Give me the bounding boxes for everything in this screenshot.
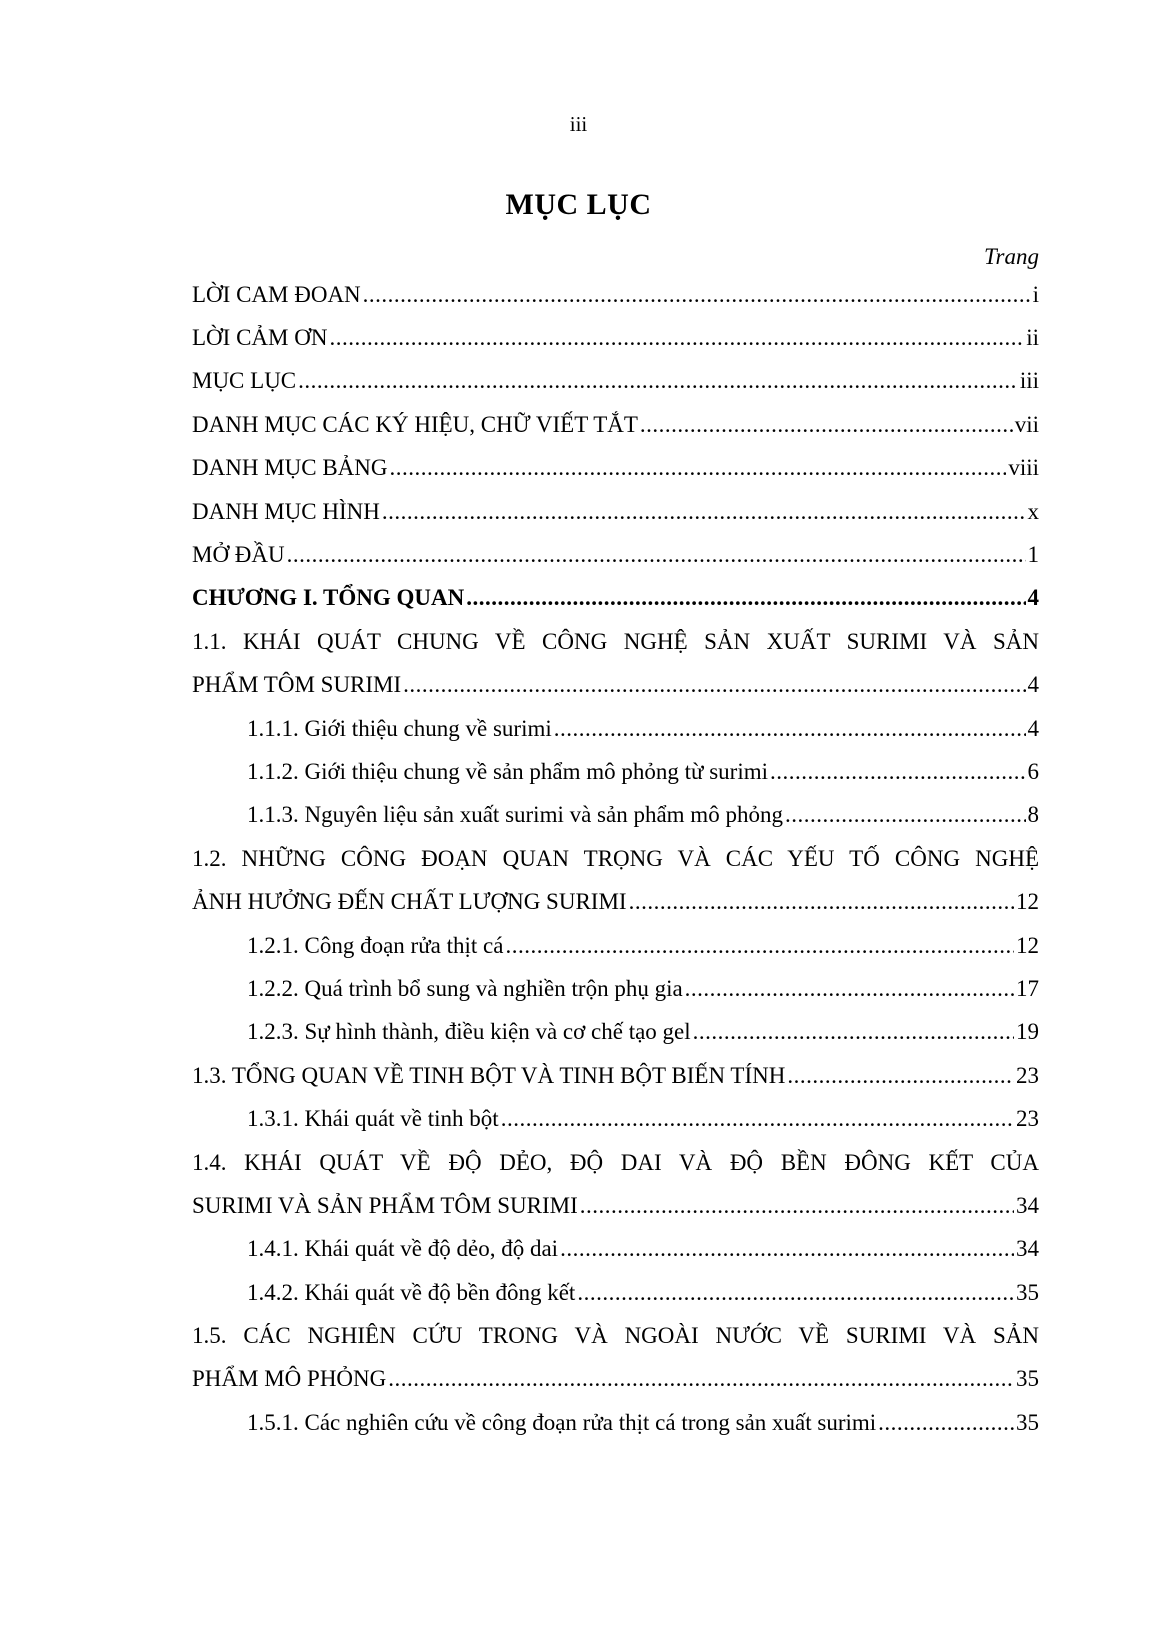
toc-entry-page: 4 [1027, 672, 1039, 698]
toc-entry-label: 1.3.1. Khái quát về tinh bột [247, 1106, 499, 1132]
toc-subentry[interactable] [192, 750, 1039, 793]
dot-leader [785, 802, 1026, 828]
dot-leader [403, 672, 1025, 698]
toc-entry-page: 1 [1027, 542, 1039, 568]
toc-entry-label: PHẨM TÔM SURIMI [192, 672, 402, 698]
toc-entry[interactable] [192, 533, 1039, 576]
toc-entry-page: 17 [1016, 975, 1039, 1001]
toc-entry[interactable] [192, 1184, 1039, 1227]
toc-entry-page: 35 [1016, 1279, 1039, 1305]
dot-leader [693, 1019, 1014, 1045]
dot-leader [501, 1106, 1014, 1132]
toc-entry-label: CHƯƠNG I. TỔNG QUAN [192, 585, 465, 611]
toc-entry[interactable] [192, 664, 1039, 707]
toc-entry-page: 34 [1016, 1236, 1039, 1262]
toc-subentry[interactable] [192, 1011, 1039, 1054]
toc-subentry[interactable] [192, 707, 1039, 750]
toc-entry-label: 1.1.3. Nguyên liệu sản xuất surimi và sản phẩm mô phỏng [247, 802, 783, 828]
dot-leader [577, 1280, 1014, 1306]
toc-entry-page: 4 [1027, 585, 1039, 611]
toc-entry-label: LỜI CAM ĐOAN [192, 281, 361, 307]
dot-leader [287, 542, 1026, 568]
toc-entry-page: 34 [1016, 1192, 1039, 1218]
toc-entry-page: 8 [1027, 802, 1039, 828]
toc-entry-page: 12 [1016, 889, 1039, 915]
dot-leader [560, 1236, 1014, 1262]
toc-entry[interactable] [192, 273, 1039, 316]
toc-entry-line1[interactable]: 1.4. KHÁI QUÁT VỀ ĐỘ DẺO, ĐỘ DAI VÀ ĐỘ BỀN ĐÔNG KẾT CỦA [192, 1149, 1039, 1175]
dot-leader [382, 499, 1026, 525]
toc-entry-label: ẢNH HƯỞNG ĐẾN CHẤT LƯỢNG SURIMI [192, 889, 627, 915]
toc-subentry[interactable] [192, 1228, 1039, 1271]
toc-entry-label: DANH MỤC CÁC KÝ HIỆU, CHỮ VIẾT TẮT [192, 411, 638, 437]
toc-entry[interactable] [192, 447, 1039, 490]
dot-leader [640, 412, 1013, 438]
dot-leader [505, 933, 1014, 959]
toc-entry-page: iii [1019, 368, 1039, 394]
toc-entry-page: 6 [1027, 758, 1039, 784]
toc-entry-label: 1.5.1. Các nghiên cứu về công đoạn rửa thịt cá trong sản xuất surimi [247, 1409, 877, 1435]
toc-entry-label: MỤC LỤC [192, 368, 297, 394]
toc-subentry[interactable] [192, 1401, 1039, 1444]
toc-subentry[interactable] [192, 1271, 1039, 1314]
toc-entry[interactable] [192, 1358, 1039, 1401]
toc-subentry[interactable] [192, 1097, 1039, 1140]
toc-entry[interactable] [192, 316, 1039, 359]
dot-leader [685, 976, 1014, 1002]
toc-entry-label: 1.2.2. Quá trình bổ sung và nghiền trộn phụ gia [247, 975, 683, 1001]
table-of-contents [192, 273, 1039, 1445]
toc-entry-line1[interactable]: 1.2. NHỮNG CÔNG ĐOẠN QUAN TRỌNG VÀ CÁC YẾU TỐ CÔNG NGHỆ [192, 846, 1039, 872]
toc-entry-page: 23 [1016, 1062, 1039, 1088]
toc-entry[interactable] [192, 490, 1039, 533]
dot-leader [770, 759, 1026, 785]
toc-subentry[interactable] [192, 967, 1039, 1010]
toc-entry-page: ii [1026, 325, 1039, 351]
toc-entry-label: 1.2.3. Sự hình thành, điều kiện và cơ chế tạo gel [247, 1019, 691, 1045]
toc-entry-page: 4 [1027, 715, 1039, 741]
toc-subentry[interactable] [192, 794, 1039, 837]
toc-entry-page: x [1027, 498, 1039, 524]
toc-entry-label: 1.1.2. Giới thiệu chung về sản phẩm mô phỏng từ surimi [247, 758, 768, 784]
dot-leader [298, 368, 1018, 394]
toc-entry[interactable] [192, 360, 1039, 403]
dot-leader [629, 889, 1014, 915]
toc-entry[interactable] [192, 1054, 1039, 1097]
toc-entry-label: 1.2.1. Công đoạn rửa thịt cá [247, 932, 504, 958]
toc-entry-page: 12 [1016, 932, 1039, 958]
toc-entry-page: 35 [1016, 1366, 1039, 1392]
dot-leader [363, 282, 1031, 308]
toc-entry-label: 1.4.1. Khái quát về độ dẻo, độ dai [247, 1236, 559, 1262]
toc-entry-page: viii [1008, 455, 1039, 481]
dot-leader [390, 455, 1007, 481]
dot-leader [554, 716, 1026, 742]
toc-chapter-entry[interactable] [192, 577, 1039, 620]
page-title: MỤC LỤC [505, 188, 652, 221]
toc-entry-label: DANH MỤC HÌNH [192, 498, 380, 524]
page-number: iii [569, 112, 588, 136]
dot-leader [388, 1366, 1014, 1392]
dot-leader [878, 1410, 1014, 1436]
toc-entry-page: 35 [1016, 1409, 1039, 1435]
toc-entry-label: 1.1.1. Giới thiệu chung về surimi [247, 715, 552, 741]
toc-entry-line1[interactable]: 1.1. KHÁI QUÁT CHUNG VỀ CÔNG NGHỆ SẢN XUẤT SURIMI VÀ SẢN [192, 629, 1039, 655]
toc-entry-label: SURIMI VÀ SẢN PHẨM TÔM SURIMI [192, 1192, 578, 1218]
toc-entry-page: vii [1014, 411, 1039, 437]
toc-subentry[interactable] [192, 924, 1039, 967]
dot-leader [580, 1193, 1014, 1219]
toc-entry-label: LỜI CẢM ƠN [192, 325, 328, 351]
toc-entry-page: i [1032, 281, 1039, 307]
toc-entry-label: DANH MỤC BẢNG [192, 455, 388, 481]
page-column-label: Trang [984, 244, 1039, 269]
toc-entry-page: 19 [1016, 1019, 1039, 1045]
toc-entry[interactable] [192, 403, 1039, 446]
toc-entry-line1[interactable]: 1.5. CÁC NGHIÊN CỨU TRONG VÀ NGOÀI NƯỚC VỀ SURIMI VÀ SẢN [192, 1323, 1039, 1349]
toc-entry-label: 1.3. TỔNG QUAN VỀ TINH BỘT VÀ TINH BỘT BIẾN TÍNH [192, 1062, 786, 1088]
toc-entry-label: PHẨM MÔ PHỎNG [192, 1366, 387, 1392]
dot-leader [466, 585, 1025, 611]
toc-entry-label: 1.4.2. Khái quát về độ bền đông kết [247, 1279, 576, 1305]
dot-leader [787, 1063, 1014, 1089]
toc-entry[interactable] [192, 880, 1039, 923]
dot-leader [329, 325, 1024, 351]
toc-entry-label: MỞ ĐẦU [192, 542, 285, 568]
toc-entry-page: 23 [1016, 1106, 1039, 1132]
